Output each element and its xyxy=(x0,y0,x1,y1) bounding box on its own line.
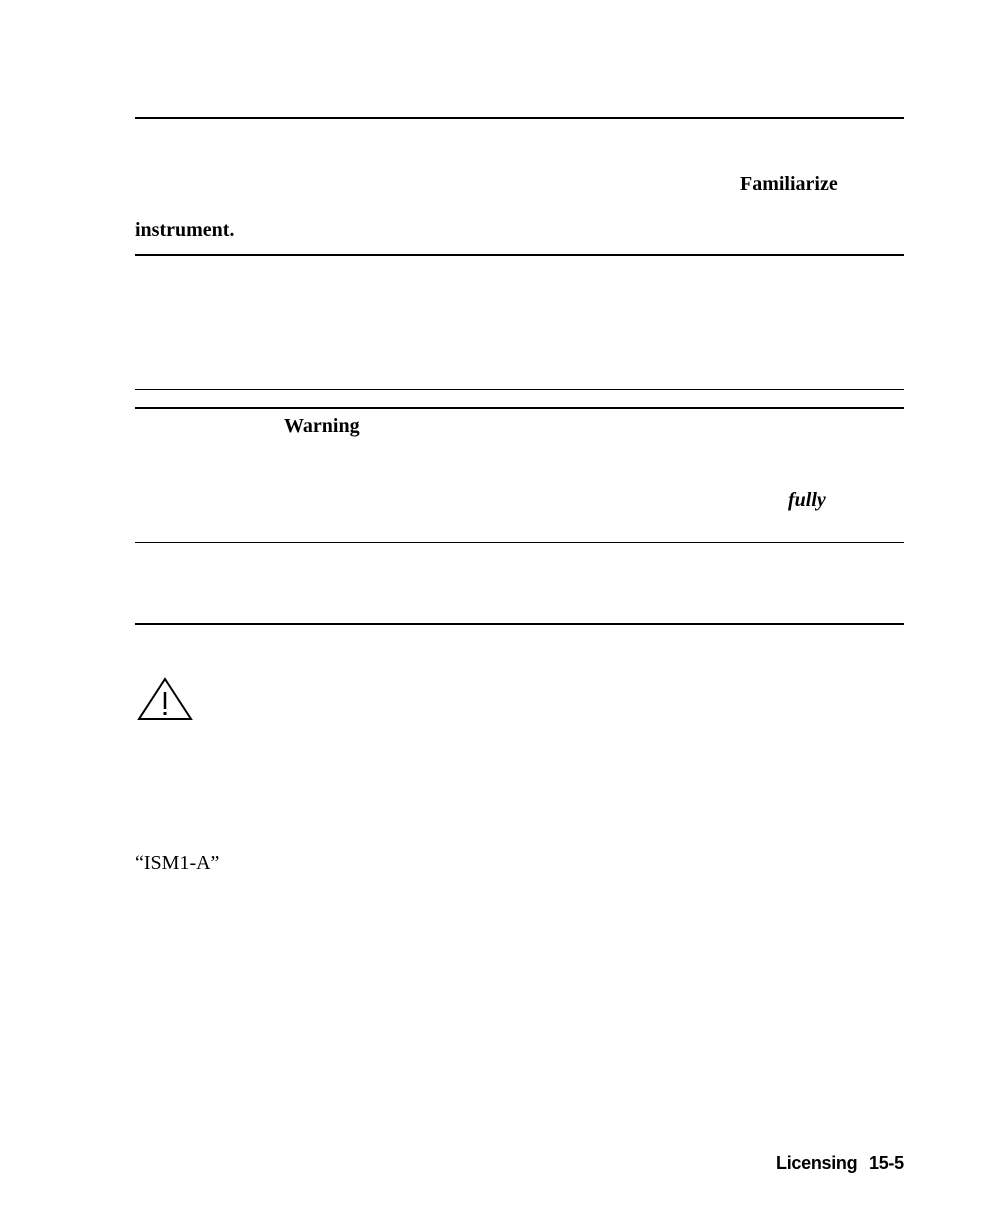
body-word-instrument: instrument. xyxy=(135,219,235,241)
top-rule xyxy=(135,117,904,119)
warning-label: Warning xyxy=(284,415,360,437)
section-rule-3 xyxy=(135,623,904,625)
section-rule-2 xyxy=(135,389,904,390)
footer-section-title: Licensing xyxy=(776,1153,858,1173)
body-word-familiarize: Familiarize xyxy=(740,173,838,195)
warning-triangle-icon xyxy=(136,676,194,722)
body-word-fully: fully xyxy=(788,489,826,511)
warning-bottom-rule xyxy=(135,542,904,543)
ism-code-text: “ISM1-A” xyxy=(135,852,220,874)
warning-top-rule xyxy=(135,407,904,409)
section-rule-1 xyxy=(135,254,904,256)
footer-page-number: 15-5 xyxy=(869,1153,904,1173)
